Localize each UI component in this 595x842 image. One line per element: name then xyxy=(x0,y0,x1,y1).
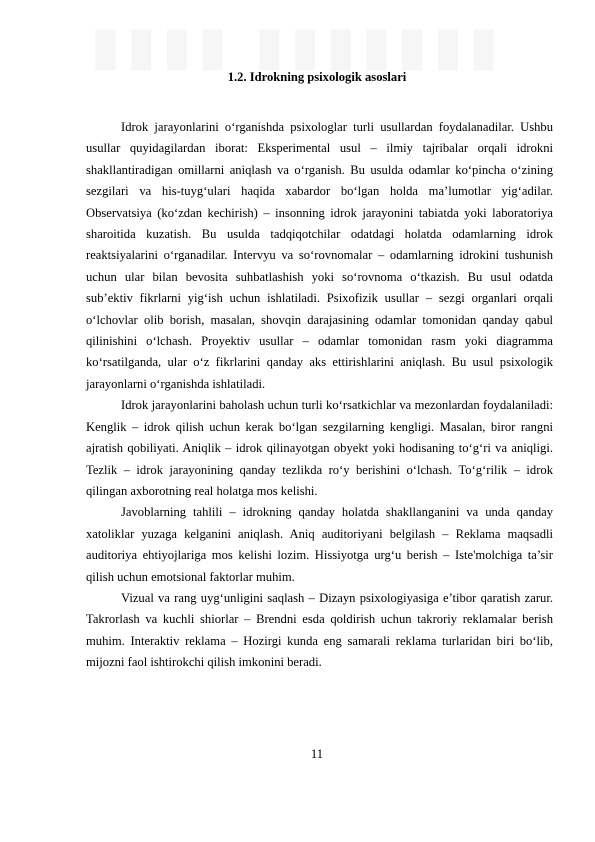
paragraph: Idrok jarayonlarini o‘rganishda psixologlar turli usullardan foydalanadilar. Ushbu usullar quyidagilardan iborat: Eksperimental usul – ilmiy tajribalar orqali idrokni shakllantiradigan omillarni aniqlash va o‘rganish. Bu usulda odamlar ko‘pincha o‘zining sezgilari va his-tuyg‘ulari haqida xabardor bo‘lgan holda ma’lumotlar yig‘adilar. Observatsiya (ko‘zdan kechirish) – insonning idrok jarayonini tabiatda yoki laboratoriya sharoitida kuzatish. Bu usulda tadqiqotchilar odatdagi holatda odamlarning idrok reaktsiyalarini o‘rganadilar. Intervyu va so‘rovnomalar – odamlarning idrokini tushunish uchun ular bilan bevosita suhbatlashish yoki so‘rovnoma o‘tkazish. Bu usul odatda sub’ektiv fikrlarni yig‘ish uchun ishlatiladi. Psixofizik usullar – sezgi organlari orqali o‘lchovlar olib borish, masalan, shovqin darajasining odamlar tomonidan qanday qabul qilinishini o‘lchash. Proyektiv usullar – odamlar tomonidan rasm yoki diagramma ko‘rsatilganda, ular o‘z fikrlarini qanday aks ettirishlarini aniqlash. Bu usul psixologik jarayonlarni o‘rganishda ishlatiladi. xyxy=(86,120,553,391)
paragraph: Javoblarning tahlili – idrokning qanday holatda shakllanganini va unda qanday xatoliklar yuzaga kelganini aniqlash. Aniq auditoriyani belgilash – Reklama maqsadli auditoriya ehtiyojlariga mos kelishi lozim. Hissiyotga urg‘u berish – Iste'molchiga ta’sir qilish uchun emotsional faktorlar muhim. xyxy=(86,505,553,584)
body-text xyxy=(86,117,553,674)
section-title: 1.2. Idrokning psixologik asoslari xyxy=(227,70,407,84)
paragraph: Idrok jarayonlarini baholash uchun turli ko‘rsatkichlar va mezonlardan foydalaniladi: Kenglik – idrok qilish uchun kerak bo‘lgan sezgilarning kengligi. Masalan, biror rangni ajratish qobiliyati. Aniqlik – idrok qilinayotgan obyekt yoki hodisaning to‘g‘ri va aniqligi. Tezlik – idrok jarayonining qanday tezlikda ro‘y berishini o‘lchash. To‘g‘rilik – idrok qilingan axborotning real holatga mos kelishi. xyxy=(86,398,553,498)
paragraph: Vizual va rang uyg‘unligini saqlash – Dizayn psixologiyasiga e’tibor qaratish zarur. Takrorlash va kuchli shiorlar – Brendni esda qoldirish uchun takroriy reklamalar berish muhim. Interaktiv reklama – Hozirgi kunda eng samarali reklama turlaridan biri bo‘lib, mijozni faol ishtirokchi qilish imkonini beradi. xyxy=(86,590,553,670)
page-number: 11 xyxy=(310,747,324,761)
faint-watermark xyxy=(0,14,595,77)
